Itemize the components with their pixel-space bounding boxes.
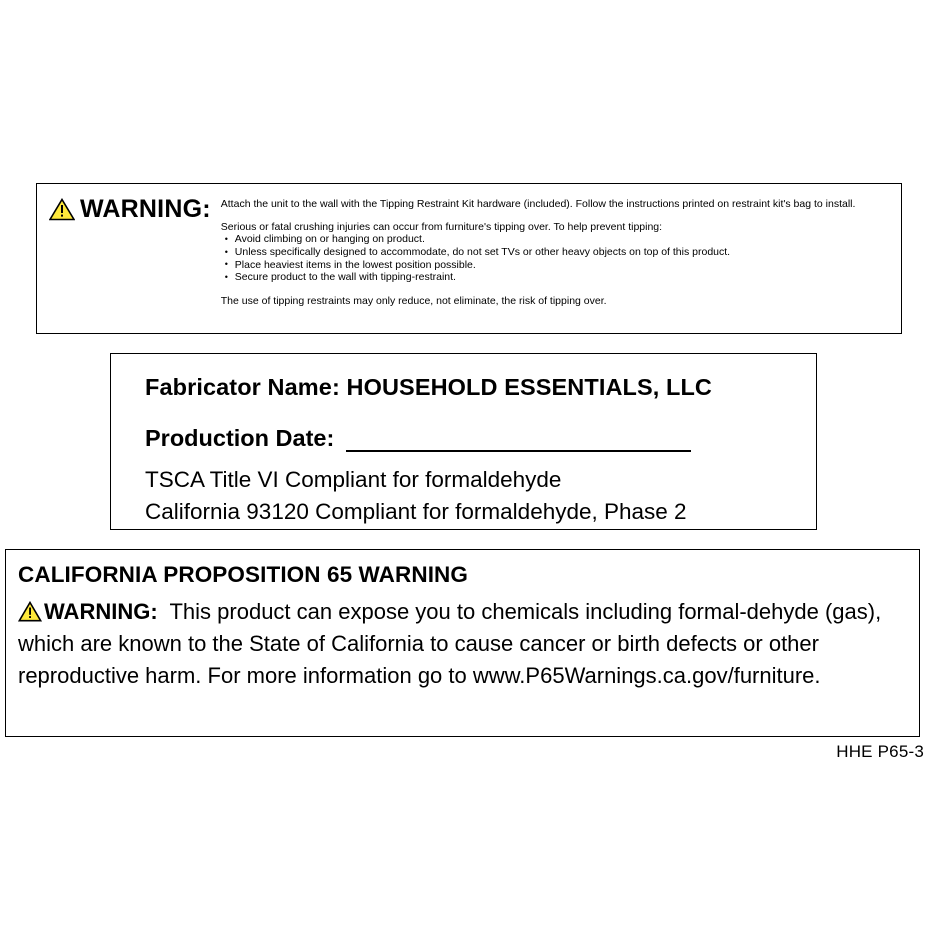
- list-item: • Unless specifically designed to accommodate, do not set TVs or other heavy objects on top of this product.: [221, 246, 891, 259]
- compliance-line-tsca: TSCA Title VI Compliant for formaldehyde: [145, 467, 562, 492]
- tipping-intro-text: Attach the unit to the wall with the Tipping Restraint Kit hardware (included). Follow the instructions printed on restraint kit's bag to install.: [220, 198, 856, 210]
- compliance-line-california: California 93120 Compliant for formaldehyde, Phase 2: [145, 499, 687, 524]
- tipping-bullet-list: [221, 233, 891, 283]
- list-item: • Avoid climbing on or hanging on product.: [221, 233, 891, 246]
- fabricator-info-box: [110, 353, 817, 530]
- production-date-field[interactable]: [346, 430, 691, 452]
- tipping-warning-header: [49, 192, 221, 325]
- prop65-body-text: This product can expose you to chemicals including formal-dehyde (gas), which are known to the State of California to cause cancer or birth defects or other reproductive harm. For more information go to www.P65Warnings.ca.gov/furniture.: [18, 599, 882, 688]
- prop65-body: [18, 596, 909, 692]
- production-date-row: [145, 425, 816, 452]
- warning-triangle-icon: [49, 198, 75, 221]
- fabricator-name-row: [145, 374, 816, 401]
- list-item: • Secure product to the wall with tipping-restraint.: [221, 271, 891, 284]
- tipping-closing-text: The use of tipping restraints may only reduce, not eliminate, the risk of tipping over.: [220, 294, 607, 307]
- fabricator-name-label: Fabricator Name:: [145, 374, 340, 400]
- tipping-warning-body: [221, 192, 891, 325]
- prop65-warning-box: [5, 549, 920, 737]
- list-item: • Place heaviest items in the lowest position possible.: [221, 259, 891, 272]
- tipping-warning-box: [36, 183, 902, 334]
- document-code: HHE P65-3: [836, 742, 924, 761]
- tipping-warning-heading: WARNING:: [80, 195, 211, 223]
- warning-triangle-icon: [18, 601, 42, 622]
- production-date-label: Production Date:: [145, 425, 335, 451]
- fabricator-name-value: HOUSEHOLD ESSENTIALS, LLC: [346, 374, 712, 400]
- prop65-title: CALIFORNIA PROPOSITION 65 WARNING: [18, 562, 468, 587]
- prop65-warning-word: WARNING:: [44, 599, 158, 624]
- tipping-injury-note: Serious or fatal crushing injuries can occur from furniture's tipping over. To help prevent tipping:: [220, 221, 663, 234]
